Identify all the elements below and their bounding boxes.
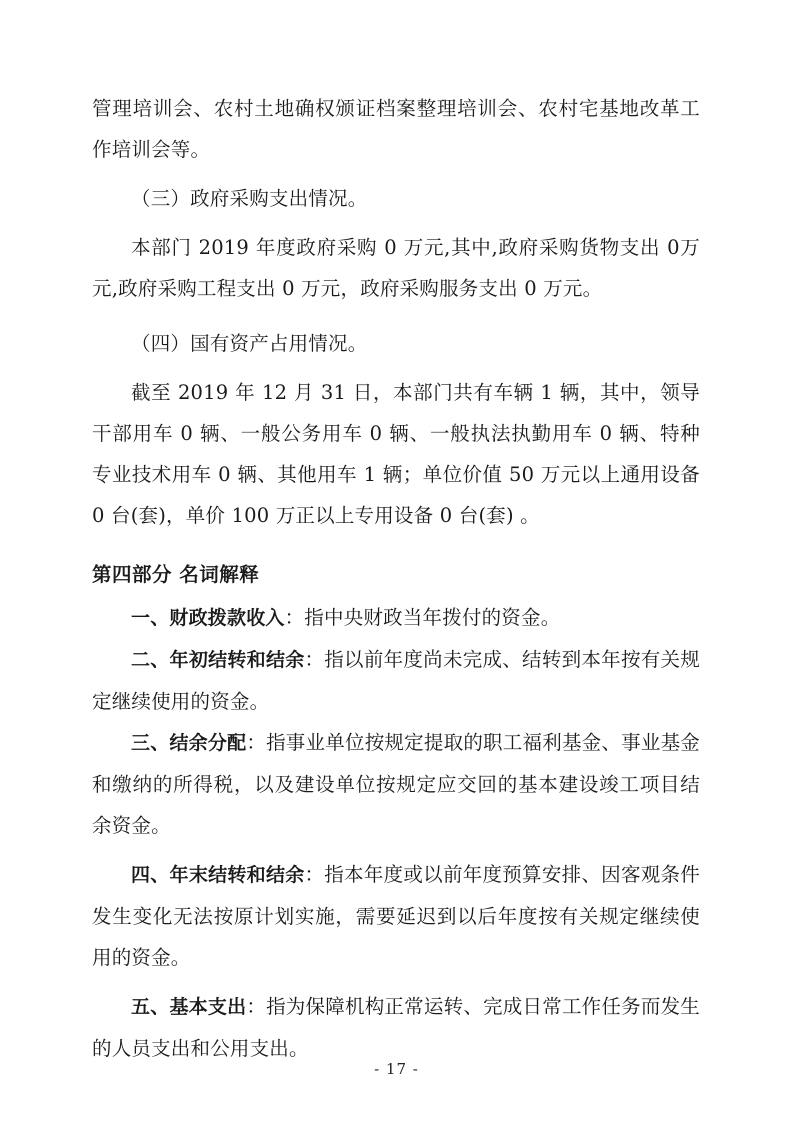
- term-item-4: [92, 854, 700, 978]
- page-content: [92, 88, 700, 1069]
- term-1-lead: 一、财政拨款收入: [131, 607, 285, 629]
- term-2-body: ：指以前年度尚未完成、结转到本年按有关规定继续使用的资金。: [92, 648, 700, 713]
- page-number-footer: - 17 -: [374, 1060, 419, 1078]
- section-heading-part-four: 第四部分 名词解释: [92, 563, 260, 586]
- term-item-3: [92, 722, 700, 846]
- term-3-body: ：指事业单位按规定提取的职工福利基金、事业基金和缴纳的所得税，以及建设单位按规定应交回的基本建设竣工项目结余资金。: [92, 731, 700, 837]
- term-1-body: ：指中央财政当年拨付的资金。: [284, 606, 561, 629]
- term-item-5: [92, 986, 700, 1069]
- paragraph-training-continued: 管理培训会、农村土地确权颁证档案整理培训会、农村宅基地改革工作培训会等。: [92, 97, 700, 161]
- paragraph-heading-procurement: （三）政府采购支出情况。: [131, 187, 368, 210]
- term-item-2: [92, 639, 700, 722]
- term-4-lead: 四、年末结转和结余: [131, 864, 305, 886]
- term-5-body: ：指为保障机构正常运转、完成日常工作任务而发生的人员支出和公用支出。: [92, 995, 700, 1060]
- paragraph-procurement-detail: 本部门 2019 年度政府采购 0 万元,其中,政府采购货物支出 0万元,政府采购工程支出 0 万元，政府采购服务支出 0 万元。: [92, 236, 700, 300]
- paragraph-heading-state-assets: （四）国有资产占用情况。: [131, 332, 368, 355]
- term-item-1: [92, 597, 700, 639]
- term-4-body: ：指本年度或以前年度预算安排、因客观条件发生变化无法按原计划实施，需要延迟到以后年度按有关规定继续使用的资金。: [92, 863, 700, 969]
- term-2-lead: 二、年初结转和结余: [131, 649, 305, 671]
- paragraph-state-assets-detail: 截至 2019 年 12 月 31 日，本部门共有车辆 1 辆，其中，领导干部用车 0 辆、一般公务用车 0 辆、一般执法执勤用车 0 辆、特种专业技术用车 0 辆、其他用车 1 辆；单位价值 50 万元以上通用设备 0 台(套)，单价 100 万正以上专用设备 0 台(套) 。: [92, 381, 700, 527]
- term-3-lead: 三、结余分配: [131, 732, 247, 754]
- term-5-lead: 五、基本支出: [131, 996, 247, 1018]
